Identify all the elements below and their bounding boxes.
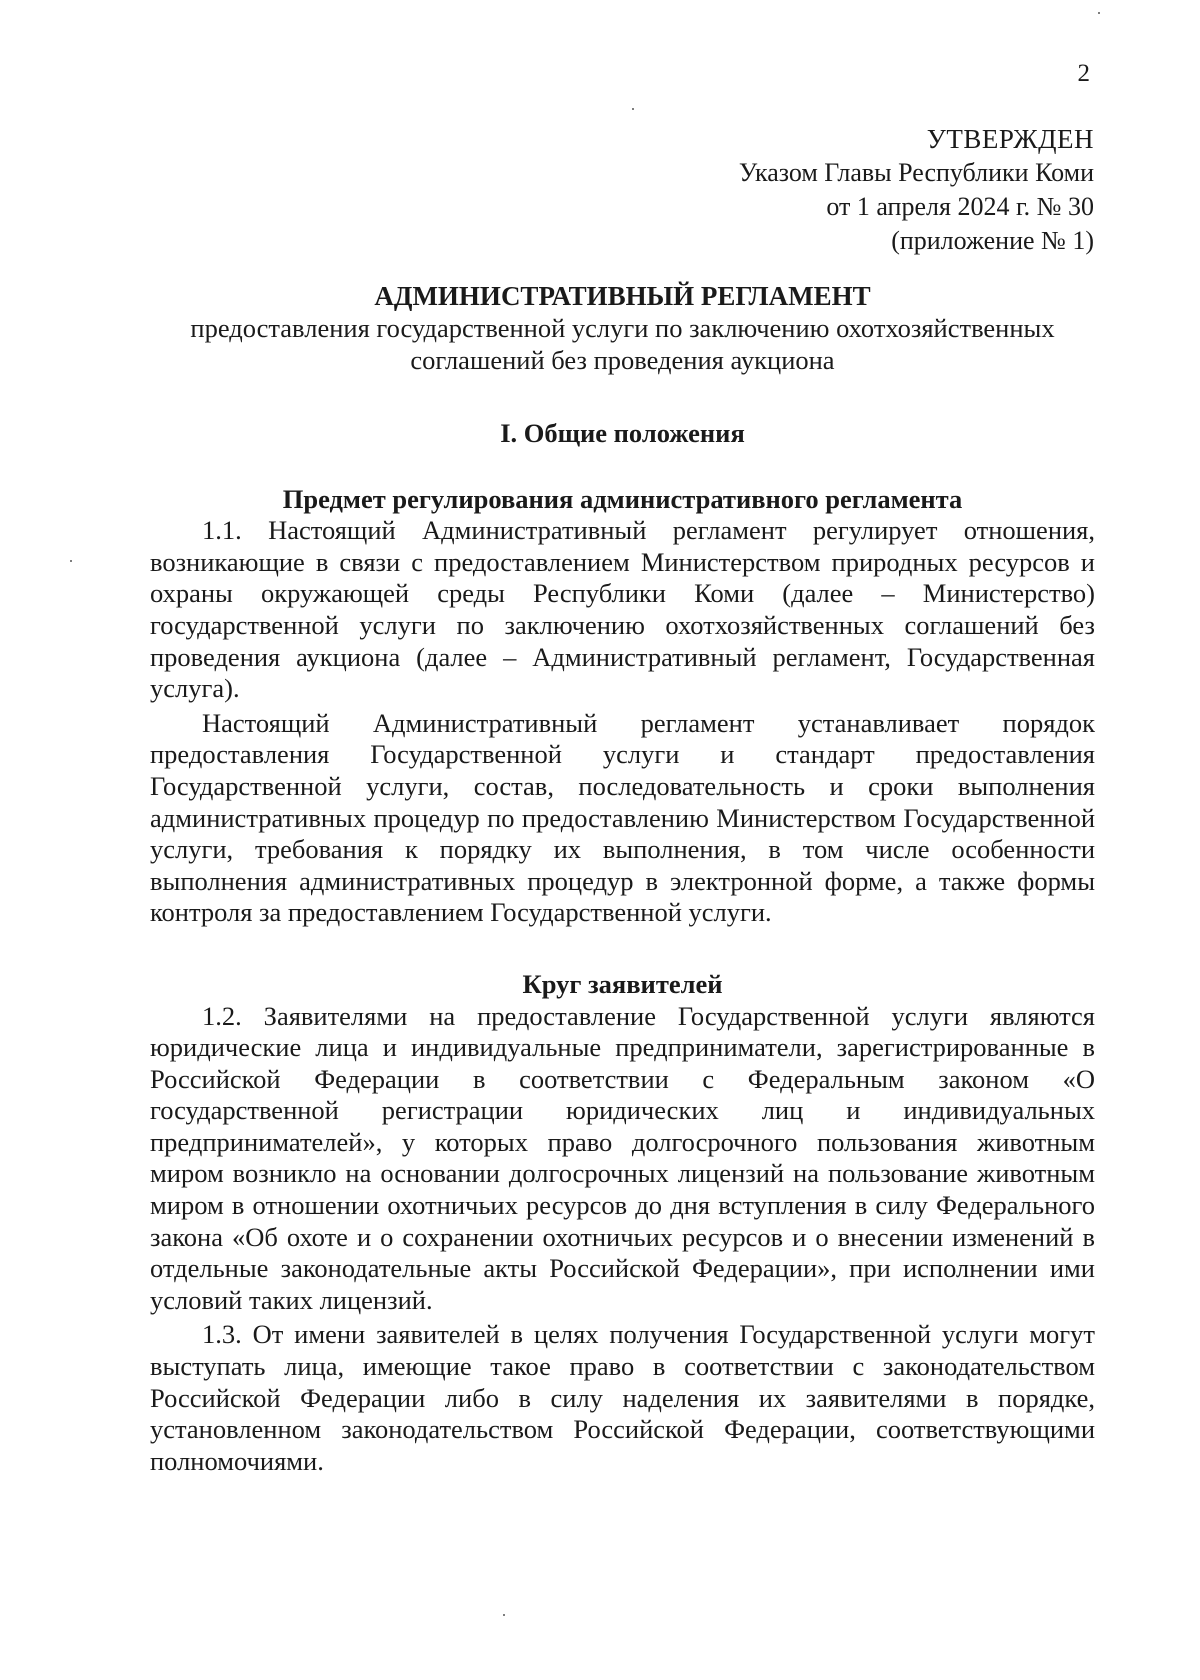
document-body xyxy=(150,280,1095,1477)
subsection-heading-applicants: Круг заявителей xyxy=(522,968,723,999)
paragraph-1-1-continued: Настоящий Административный регламент устанавливает порядок предоставления Государственной услуги и стандарт предоставления Государственной услуги, состав, последовательность и сроки выполнения административных процедур по предоставлению Министерством Государственной услуги, требования к порядку их выполнения, в том числе особенности выполнения административных процедур в электронной форме, а также формы контроля за предоставлением Государственной услуги. xyxy=(150,707,1095,928)
approval-line-2: Указом Главы Республики Коми xyxy=(738,158,1094,187)
subsection-heading-subject: Предмет регулирования административного регламента xyxy=(282,483,963,514)
scan-speck xyxy=(632,108,634,110)
scan-speck xyxy=(70,560,72,562)
document-subtitle: предоставления государственной услуги по заключению охотхозяйственных соглашений без проведения аукциона xyxy=(190,313,1055,375)
page-number: 2 xyxy=(1077,60,1090,87)
section-heading-general: I. Общие положения xyxy=(500,418,745,448)
document-title: АДМИНИСТРАТИВНЫЙ РЕГЛАМЕНТ xyxy=(374,281,871,311)
approval-line-4: (приложение № 1) xyxy=(891,226,1094,255)
approval-line-1: УТВЕРЖДЕН xyxy=(926,124,1094,154)
paragraph-1-1: 1.1. Настоящий Административный регламент регулирует отношения, возникающие в связи с предоставлением Министерством природных ресурсов и охраны окружающей среды Республики Коми (далее – Министерство) государственной услуги по заключению охотхозяйственных соглашений без проведения аукциона (далее – Административный регламент, Государственная услуга). xyxy=(150,515,1095,704)
scan-speck xyxy=(1098,12,1100,14)
approval-line-3: от 1 апреля 2024 г. № 30 xyxy=(826,192,1094,221)
scan-speck xyxy=(503,1614,505,1616)
approval-stamp xyxy=(739,122,1094,258)
paragraph-1-2: 1.2. Заявителями на предоставление Государственной услуги являются юридические лица и индивидуальные предприниматели, зарегистрированные в Российской Федерации в соответствии с Федеральным законом «О государственной регистрации юридических лиц и индивидуальных предпринимателей», у которых право долгосрочного пользования животным миром возникло на основании долгосрочных лицензий на пользование животным миром в отношении охотничьих ресурсов до дня вступления в силу Федерального закона «Об охоте и о сохранении охотничьих ресурсов и о внесении изменений в отдельные законодательные акты Российской Федерации», при исполнении ими условий таких лицензий. xyxy=(150,1000,1095,1315)
paragraph-1-3: 1.3. От имени заявителей в целях получения Государственной услуги могут выступать лица, имеющие такое право в соответствии с законодательством Российской Федерации либо в силу наделения их заявителями в порядке, установленном законодательством Российской Федерации, соответствующими полномочиями. xyxy=(150,1319,1095,1476)
